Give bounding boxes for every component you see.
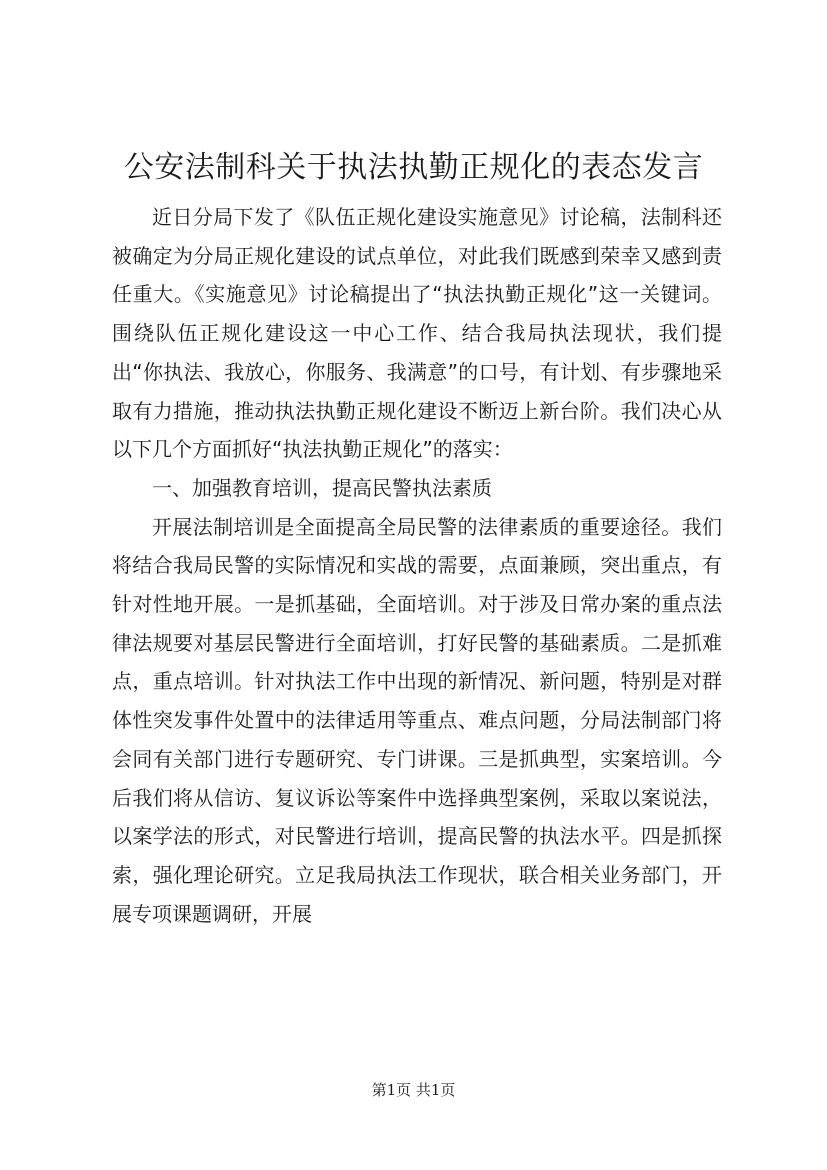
section-paragraph: 开展法制培训是全面提高全局民警的法律素质的重要途径。我们将结合我局民警的实际情况和实战的需要，点面兼顾，突出重点，有针对性地开展。一是抓基础，全面培训。对于涉及日常办案的重点法律法规要对基层民警进行全面培训，打好民警的基础素质。二是抓难点，重点培训。针对执法工作中出现的新情况、新问题，特别是对群体性突发事件处置中的法律适用等重点、难点问题，分局法制部门将会同有关部门进行专题研究、专门讲课。三是抓典型，实案培训。今后我们将从信访、复议诉讼等案件中选择典型案例，采取以案说法，以案学法的形式，对民警进行培训，提高民警的执法水平。四是抓探索，强化理论研究。立足我局执法工作现状，联合相关业务部门，开展专项课题调研，开展 [112, 514, 722, 926]
document-title: 公安法制科关于执法执勤正规化的表态发言 [123, 150, 704, 185]
document-body [112, 198, 722, 933]
section-heading: 一、加强教育培训，提高民警执法素质 [152, 475, 492, 500]
page-number-footer: 第1页 共1页 [371, 1081, 456, 1099]
intro-paragraph: 近日分局下发了《队伍正规化建设实施意见》讨论稿，法制科还被确定为分局正规化建设的试点单位，对此我们既感到荣幸又感到责任重大。《实施意见》讨论稿提出了“执法执勤正规化”这一关键词。围绕队伍正规化建设这一中心工作、结合我局执法现状，我们提出“你执法、我放心，你服务、我满意”的口号，有计划、有步骤地采取有力措施，推动执法执勤正规化建设不断迈上新台阶。我们决心从以下几个方面抓好“执法执勤正规化”的落实： [112, 205, 722, 462]
